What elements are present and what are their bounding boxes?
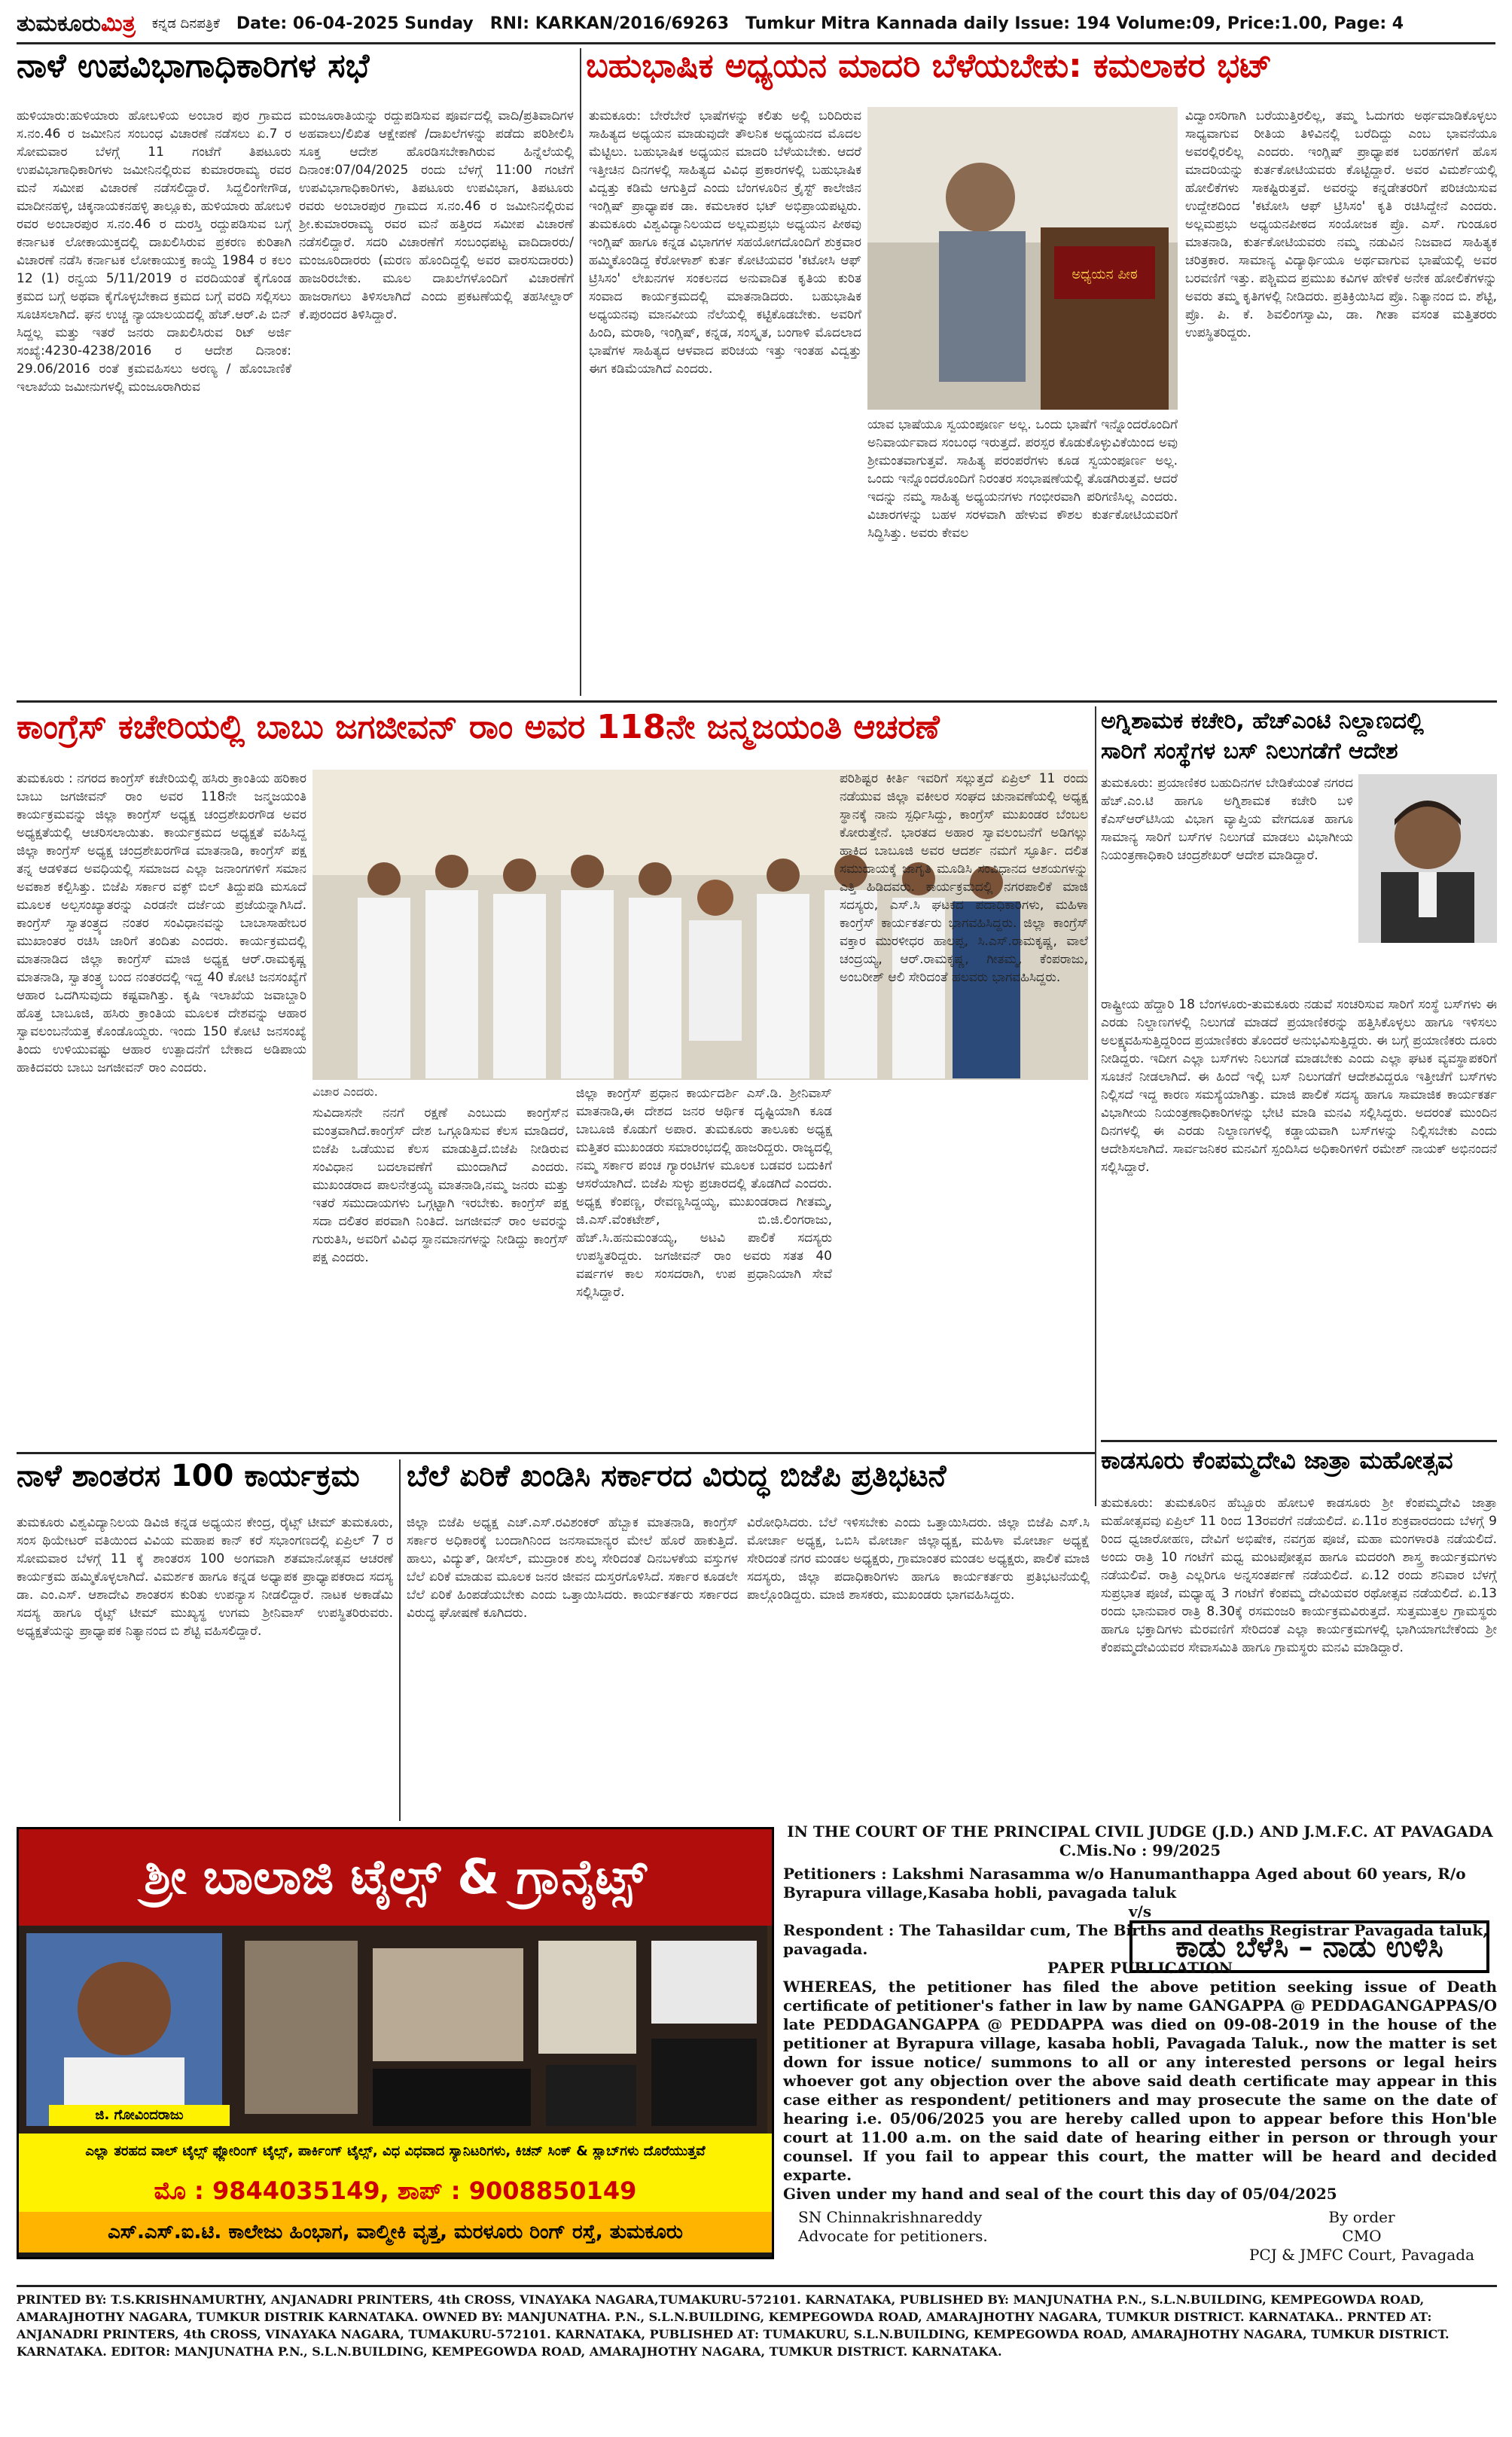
ad-visual (19, 1926, 772, 2134)
issue-date: Date: 06-04-2025 Sunday (236, 14, 474, 33)
ad-phone-numbers: ಮೊ : 9844035149, ಶಾಪ್ : 9008850149 (19, 2170, 772, 2212)
headline-meeting: ನಾಳೆ ಉಪವಿಭಾಗಾಧಿಕಾರಿಗಳ ಸಭೆ (17, 47, 370, 85)
story2-column-2: ಯಾವ ಭಾಷೆಯೂ ಸ್ವಯಂಪೂರ್ಣ ಅಲ್ಲ. ಒಂದು ಭಾಷೆಗೆ ಇನ್ನೊಂದರೊಂದಿಗೆ ಅನಿವಾರ್ಯವಾದ ಸಂಬಂಧ ಇರುತ್ತದೆ. ಪರಸ್ಪರ ಕೊಡುಕೊಳ್ಳುವಿಕೆಯಿಂದ ಅವು ಶ್ರೀಮಂತವಾಗುತ್ತವೆ. ಸಾಹಿತ್ಯ ಪರಂಪರೆಗಳು ಕೂಡ ಸ್ವಯಂಪೂರ್ಣ ಅಲ್ಲ. ಒಂದು ಇನ್ನೊಂದರೊಂದಿಗೆ ನಿರಂತರ ಸಂಭಾಷಣೆಯಲ್ಲಿ ತೊಡಗಿರುತ್ತವೆ. ಆದರೆ ಇದನ್ನು ನಮ್ಮ ಸಾಹಿತ್ಯ ಅಧ್ಯಯನಗಳು ಗಂಭೀರವಾಗಿ ಪರಿಗಣಿಸಿಲ್ಲ ಎಂದರು. ವಿಚಾರಗಳನ್ನು ಬಹಳ ಸರಳವಾಗಿ ಹೇಳುವ ಕೌಶಲ ಕುರ್ತಕೋಟಿಯವರಿಗೆ ಸಿದ್ಧಿಸಿತ್ತು. ಅವರು ಕೇವಲ (867, 417, 1178, 541)
footer-divider (17, 2285, 1497, 2287)
story5-body: ತುಮಕೂರು: ತುಮಕೂರಿನ ಹೆಬ್ಬೂರು ಹೋಬಳಿ ಕಾಡಸೂರು ಶ್ರೀ ಕೆಂಪಮ್ಮದೇವಿ ಜಾತ್ರಾ ಮಹೋತ್ಸವವು ಏಪ್ರಿಲ್ 11 ರಿಂದ 13ರವರೆಗೆ ನಡೆಯಲಿದೆ. ಏ.11ರ ಶುಕ್ರವಾರದಂದು ಬೆಳಗ್ಗೆ 9 ರಿಂದ ಧ್ವಜಾರೋಹಣ, ದೇವಿಗೆ ಅಭಿಷೇಕ, ನವಗ್ರಹ ಪೂಜೆ, ಮಹಾ ಮಂಗಳಾರತಿ ನಡೆಯಲಿದೆ. ಅಂದು ರಾತ್ರಿ 10 ಗಂಟೆಗೆ ಮಧ್ವ ಮಂಟಪೋತ್ಸವ ಹಾಗೂ ಮದರಂಗಿ ಶಾಸ್ತ್ರ ಕಾರ್ಯಕ್ರಮಗಳು ನಡೆಯಲಿವೆ. ರಾತ್ರಿ ಎಲ್ಲರಿಗೂ ಅನ್ನಸಂತರ್ಪಣೆ ನಡೆಯಲಿದೆ. ಏ.12 ರಂದು ಶನಿವಾರ ಬೆಳಗ್ಗೆ ಸುಪ್ರಭಾತ ಪೂಜೆ, ಮಧ್ಯಾಹ್ನ 3 ಗಂಟೆಗೆ ಕೆಂಪಮ್ಮ ದೇವಿಯವರ ರಥೋತ್ಸವ ನಡೆಯಲಿದೆ. ಏ.13 ರಂದು ಭಾನುವಾರ ರಾತ್ರಿ 8.30ಕ್ಕೆ ರಸಮಂಜರಿ ಕಾರ್ಯಕ್ರಮವಿರುತ್ತದೆ. ಸುತ್ತಮುತ್ತಲ ಗ್ರಾಮಸ್ಥರು ಹಾಗೂ ಭಕ್ತಾದಿಗಳು ಮೆರವಣಿಗೆ ಸೇರಿದಂತೆ ಎಲ್ಲಾ ಕಾರ್ಯಕ್ರಮಗಳಲ್ಲಿ ಭಾಗಿಯಾಗಬೇಕೆಂದು ಶ್ರೀ ಕೆಂಪಮ್ಮದೇವಿಯವರ ಸೇವಾಸಮಿತಿ ಹಾಗೂ ಗ್ರಾಮಸ್ಥರು ಮನವಿ ಮಾಡಿದ್ದಾರೆ. (1101, 1496, 1497, 1655)
order-line: By order (1328, 2208, 1395, 2226)
court-notice (783, 1822, 1497, 2274)
official-portrait (1358, 774, 1497, 943)
notice-given: Given under my hand and seal of the court this day of 05/04/2025 (783, 2185, 1337, 2203)
paper-tagline: ಕನ್ನಡ ದಿನಪತ್ರಿಕೆ (151, 15, 220, 32)
speaker-photo (867, 107, 1178, 410)
petitioners: Petitioners : Lakshmi Narasamma w/o Hanumanthappa Aged about 60 years, R/o Byrapura village,Kasaba hobli, pavagada taluk (783, 1865, 1466, 1902)
section-divider (17, 1452, 1095, 1454)
section-divider (17, 700, 1497, 703)
column-divider (399, 1459, 401, 1821)
masthead (17, 5, 1495, 44)
story6-body: ತುಮಕೂರು ವಿಶ್ವವಿದ್ಯಾನಿಲಯ ಡಿವಿಜಿ ಕನ್ನಡ ಅಧ್ಯಯನ ಕೇಂದ್ರ, ರೈಟ್ಸ್ ಟೀಮ್ ತುಮಕೂರು, ಸಂಸ ಥಿಯೇಟರ್ ವತಿಯಿಂದ ವಿವಿಯ ಮಹಾಪ ಕಾನ್ ಕರೆ ಸಭಾಂಗಣದಲ್ಲಿ ಏಪ್ರಿಲ್ 7 ರ ಸೋಮವಾರ ಬೆಳಗ್ಗೆ 11 ಕ್ಕೆ ಶಾಂತರಸ 100 ಅಂಗವಾಗಿ ಶತಮಾನೋತ್ಸವ ಆಚರಣೆ ಕಾರ್ಯಕ್ರಮ ಹಮ್ಮಿಕೊಳ್ಳಲಾಗಿದೆ. ವಿಮರ್ಶಕ ಹಾಗೂ ಕನ್ನಡ ಅಧ್ಯಾಪಕ ಪ್ರಾಧ್ಯಾಪಕರಾದ ಸದಸ್ಯ ಡಾ. ಎಂ.ಎಸ್. ಆಶಾದೇವಿ ಶಾಂತರಸ ಕುರಿತು ಉಪನ್ಯಾಸ ನೀಡಲಿದ್ದಾರೆ. ನಾಟಕ ಅಕಾಡೆಮಿ ಸದಸ್ಯ ಹಾಗೂ ರೈಟ್ಸ್ ಟೀಮ್ ಮುಖ್ಯಸ್ಥ ಉಗಮ ಶ್ರೀನಿವಾಸ್ ಉಪಸ್ಥಿತರಿರುವರು. ಅಧ್ಯಕ್ಷತೆಯನ್ನು ಪ್ರಾಧ್ಯಾಪಕ ನಿತ್ಯಾನಂದ ಬಿ ಶೆಟ್ಟಿ ವಹಿಸಲಿದ್ದಾರೆ. (17, 1515, 393, 1639)
rni-number: RNI: KARKAN/2016/69263 (489, 14, 730, 33)
story3-column-4: ಪರಿಶಿಷ್ಟರ ಕೀರ್ತಿ ಇವರಿಗೆ ಸಲ್ಲುತ್ತದೆ ಏಪ್ರಿಲ್ 11 ರಂದು ನಡೆಯುವ ಜಿಲ್ಲಾ ವಕೀಲರ ಸಂಘದ ಚುನಾವಣೆಯಲ್ಲಿ ಅಧ್ಯಕ್ಷ ಸ್ಥಾನಕ್ಕೆ ನಾನು ಸ್ಪರ್ಧಿಸಿದ್ದು, ಕಾಂಗ್ರೆಸ್ ಮುಖಂಡರ ಬೆಂಬಲ ಕೋರುತ್ತೇನೆ. ಭಾರತದ ಅಹಾರ ಸ್ವಾವಲಂಬನೆಗೆ ಅಡಿಗಲ್ಲು ಹಾಕಿದ ಬಾಬೂಜಿ ಅವರ ಆದರ್ಶ ನಮಗೆ ಸ್ಫೂರ್ತಿ. ದಲಿತ ಸಮುದಾಯಕ್ಕೆ ಜಾಗೃತಿ ಮೂಡಿಸಿ ಸಂವಿಧಾನದ ಆಶಯಗಳನ್ನು ಎತ್ತಿ ಹಿಡಿದವರು. ಕಾರ್ಯಕ್ರಮದಲ್ಲಿ ನಗರಪಾಲಿಕೆ ಮಾಜಿ ಸದಸ್ಯರು, ಎಸ್.ಸಿ ಘಟಕದ ಪದಾಧಿಕಾರಿಗಳು, ಮಹಿಳಾ ಕಾಂಗ್ರೆಸ್ ಕಾರ್ಯಕರ್ತರು ಭಾಗವಹಿಸಿದ್ದರು. ಜಿಲ್ಲಾ ಕಾಂಗ್ರೆಸ್ ವಕ್ತಾರ ಮುರಳೀಧರ ಹಾಲಪ್ಪ, ಸಿ.ಎಸ್.ರಾಮಕೃಷ್ಣ, ವಾಲೆ ಚಂದ್ರಯ್ಯ, ಆರ್.ರಾಮಕೃಷ್ಣ, ಗೀತಮ್ಮ, ಕೆಂಪರಾಜು, ಅಂಬರೀಶ್ ಆಲಿ ಸೇರಿದಂತೆ ಹಲವರು ಭಾಗವಹಿಸಿದ್ದರು. (840, 771, 1088, 985)
order-court: PCJ & JMFC Court, Pavagada (1248, 2246, 1474, 2264)
story1-column-1: ಹುಳಿಯಾರು:ಹುಳಿಯಾರು ಹೋಬಳಿಯ ಅಂಬಾರ ಪುರ ಗ್ರಾಮದ ಸ.ನಂ.46 ರ ಜಮೀನಿನ ಸಂಬಂಧ ವಿಚಾರಣೆ ನಡೆಸಲು ಏ.7 ರ ಸೋಮವಾರ ಬೆಳಗ್ಗೆ 11 ಗಂಟೆಗೆ ತಿಪಟೂರು ಉಪವಿಭಾಗಾಧಿಕಾರಿಗಳು ಜಮೀನಿನಲ್ಲಿರುವ ಕುಮಾರರಾಮ್ಯ ರವರ ಮನೆ ಸಮೀಪ ವಿಚಾರಣೆ ನಡೆಸಲಿದ್ದಾರೆ. ಸಿದ್ದಲಿಂಗೇಗೌಡ, ಮಾದೀನಹಳ್ಳಿ, ಚಿಕ್ಕನಾಯಕನಹಳ್ಳಿ ತಾಲ್ಲೂಕು, ಹುಳಿಯಾರು ಹೋಬಳಿ ರವರ ಅಂಬಾರಪುರ ಸ.ನಂ.46 ರ ದುರಸ್ತಿ ರದ್ದುಪಡಿಸುವ ಬಗ್ಗೆ ಕರ್ನಾಟಕ ಲೋಕಾಯುಕ್ತದಲ್ಲಿ ದಾಖಲಿಸಿರುವ ಪ್ರಕರಣ ಕುರಿತಾಗಿ ವಿಚಾರಣೆ ನಡೆಸಿ ಕರ್ನಾಟಕ ಲೋಕಾಯುಕ್ತ ಕಾಯ್ದೆ 1984 ರ ಕಲಂ 12 (1) ರನ್ವಯ 5/11/2019 ರ ವರದಿಯಂತೆ ಕೈಗೊಂಡ ಕ್ರಮದ ಬಗ್ಗೆ ಅಥವಾ ಕೈಗೊಳ್ಳಬೇಕಾದ ಕ್ರಮದ ಬಗ್ಗೆ ವರದಿ ಸಲ್ಲಿಸಲು ಸೂಚಿಸಲಾಗಿದೆ. ಘನ ಉಚ್ಚ ನ್ಯಾಯಾಲಯದಲ್ಲಿ ಹೆಚ್.ಆರ್.ಪಿ ಬಿನ್ ಸಿದ್ದಲ್ಲ ಮತ್ತು ಇತರೆ ಜನರು ದಾಖಲಿಸಿರುವ ರಿಟ್ ಅರ್ಜಿ ಸಂಖ್ಯೆ:4230-4238/2016 ರ ಆದೇಶ ದಿನಾಂಕ: 29.06/2016 ರಂತೆ ಕ್ರಮವಹಿಸಲು ಅರಣ್ಯ / ಹೊಂಬಾಣಿಕೆ ಇಲಾಖೆಯ ಜಮೀನುಗಳಲ್ಲಿ ಮಂಜೂರಾಗಿರುವ (17, 108, 291, 395)
headline-temple-fair: ಕಾಡಸೂರು ಕೆಂಪಮ್ಮದೇವಿ ಜಾತ್ರಾ ಮಹೋತ್ಸವ (1101, 1446, 1453, 1475)
story4-body: ರಾಷ್ಟ್ರೀಯ ಹೆದ್ದಾರಿ 18 ಬೆಂಗಳೂರು-ತುಮಕೂರು ನಡುವೆ ಸಂಚರಿಸುವ ಸಾರಿಗೆ ಸಂಸ್ಥೆ ಬಸ್‌ಗಳು ಈ ಎರಡು ನಿಲ್ದಾಣಗಳಲ್ಲಿ ನಿಲುಗಡೆ ಮಾಡದೆ ಪ್ರಯಾಣಿಕರನ್ನು ಹತ್ತಿಸಿಕೊಳ್ಳಲು ಹಾಗೂ ಇಳಿಸಲು ಅಲಕ್ಷ್ಯವಹಿಸುತ್ತಿದ್ದರಿಂದ ಪ್ರಯಾಣಿಕರು ತೊಂದರೆ ಅನುಭವಿಸುತ್ತಿದ್ದರು. ಈ ಬಗ್ಗೆ ಪ್ರಯಾಣಿಕರು ದೂರು ನೀಡಿದ್ದರು. ಇದೀಗ ಎಲ್ಲಾ ಬಸ್‌ಗಳು ನಿಲುಗಡೆ ಮಾಡಬೇಕು ಎಂದು ಎಲ್ಲಾ ಘಟಕ ವ್ಯವಸ್ಥಾಪಕರಿಗೆ ಸೂಚನೆ ನೀಡಲಾಗಿದೆ. ಈ ಹಿಂದೆ ಇಲ್ಲಿ ಬಸ್ ನಿಲುಗಡೆಗೆ ಆದೇಶವಿದ್ದರೂ ಇತ್ತೀಚೆಗೆ ಬಸ್‌ಗಳು ನಿಲ್ಲಿಸದೆ ಇದ್ದ ಕಾರಣ ಸಮಸ್ಯೆಯಾಗಿತ್ತು. ಮಾಜಿ ಪಾಲಿಕೆ ಸದಸ್ಯ ಹಾಗೂ ಸಾಮಾಜಿಕ ಕಾರ್ಯಕರ್ತ ವಿಭಾಗೀಯ ನಿಯಂತ್ರಣಾಧಿಕಾರಿಗಳನ್ನು ಭೇಟಿ ಮಾಡಿ ಮನವಿ ಸಲ್ಲಿಸಿದ್ದರು. ಅದರಂತೆ ಮುಂದಿನ ದಿನಗಳಲ್ಲಿ ಈ ಎರಡು ನಿಲ್ದಾಣಗಳಲ್ಲಿ ಕಡ್ಡಾಯವಾಗಿ ಬಸ್‌ಗಳನ್ನು ನಿಲ್ಲಿಸಬೇಕು ಎಂದು ಆದೇಶಿಸಲಾಗಿದೆ. ಸಾರ್ವಜನಿಕರ ಮನವಿಗೆ ಸ್ಪಂದಿಸಿದ ಅಧಿಕಾರಿಗಳಿಗೆ ರಮೇಶ್ ನಾಯಕ್ ಅಭಿನಂದನೆ ಸಲ್ಲಿಸಿದ್ದಾರೆ. (1101, 997, 1497, 1175)
headline-multilingual-study: ಬಹುಭಾಷಿಕ ಅಧ್ಯಯನ ಮಾದರಿ ಬೆಳೆಯಬೇಕು: ಕಮಲಾಕರ ಭಟ್ (586, 47, 1273, 85)
paper-logo: ತುಮಕೂರುಮಿತ್ರ (17, 10, 136, 37)
tiles-advertisement (17, 1827, 774, 2259)
case-number: C.Mis.No : 99/2025 (1059, 1841, 1221, 1859)
ad-products-line: ಎಲ್ಲಾ ತರಹದ ವಾಲ್ ಟೈಲ್ಸ್ ಫ್ಲೋರಿಂಗ್ ಟೈಲ್ಸ್, ಪಾರ್ಕಿಂಗ್ ಟೈಲ್ಸ್, ವಿಧ ವಿಧವಾದ ಸ್ಯಾನಿಟರಿಗಳು, ಕಿಚನ್ ಸಿಂಕ್ & ಸ್ಲಾಬ್‌ಗಳು ದೊರೆಯುತ್ತವೆ (19, 2134, 772, 2170)
column-divider (1095, 706, 1096, 1506)
headline-bus-stop-order: ಅಗ್ನಿಶಾಮಕ ಕಚೇರಿ, ಹೆಚ್‌ಎಂಟಿ ನಿಲ್ದಾಣದಲ್ಲಿ ಸಾರಿಗೆ ಸಂಸ್ಥೆಗಳ ಬಸ್ ನಿಲುಗಡೆಗೆ ಆದೇಶ (1101, 708, 1424, 764)
photo-caption: ವಿಚಾರ ಎಂದರು. (312, 1084, 378, 1099)
story3-column-2: ಸುವಿದಾಸನೇ ನನಗೆ ರಕ್ಷಣೆ ಎಂಬುದು ಕಾಂಗ್ರೆಸ್‌ನ ಮಂತ್ರವಾಗಿದೆ.ಕಾಂಗ್ರೆಸ್ ದೇಶ ಒಗ್ಗೂಡಿಸುವ ಕೆಲಸ ಮಾಡಿದರೆ, ಬಿಜೆಪಿ ಒಡೆಯುವ ಕೆಲಸ ಮಾಡುತ್ತಿದೆ.ಬಿಜೆಪಿ ನೀಡಿರುವ ಸಂವಿಧಾನ ಬದಲಾವಣೆಗೆ ಮುಂದಾಗಿದೆ ಎಂದರು. ಮುಖಂಡರಾದ ಪಾಲನೇತ್ರಯ್ಯ ಮಾತನಾಡಿ,ನಮ್ಮ ಜನರು ಮತ್ತು ಇತರೆ ಸಮುದಾಯಗಳು ಒಗ್ಗಟ್ಟಾಗಿ ಇರಬೇಕು. ಕಾಂಗ್ರೆಸ್ ಪಕ್ಷ ಸದಾ ದಲಿತರ ಪರವಾಗಿ ನಿಂತಿದೆ. ಜಗಜೀವನ್ ರಾಂ ಅವರನ್ನು ಗುರುತಿಸಿ, ಅವರಿಗೆ ವಿವಿಧ ಸ್ಥಾನಮಾನಗಳನ್ನು ನೀಡಿದ್ದು ಕಾಂಗ್ರೆಸ್ ಪಕ್ಷ ಎಂದರು. (312, 1106, 569, 1265)
story2-column-3: ವಿದ್ವಾಂಸರಿಗಾಗಿ ಬರೆಯುತ್ತಿರಲಿಲ್ಲ, ತಮ್ಮ ಓದುಗರು ಅರ್ಥಮಾಡಿಕೊಳ್ಳಲು ಸಾಧ್ಯವಾಗುವ ರೀತಿಯ ತಿಳಿವಿನಲ್ಲಿ ಬರೆದಿದ್ದು ಎಂಬ ಭಾವನೆಯೂ ಅವರಲ್ಲಿರಲಿಲ್ಲ ಎಂದರು. ಇಂಗ್ಲಿಷ್ ಪ್ರಾಧ್ಯಾಪಕ ಬರಹಗಳಿಗೆ ಹೊಸ ಮಾದರಿಯನ್ನು ಕುರ್ತಕೋಟಿಯವರು ಕೊಟ್ಟಿದ್ದಾರೆ. ಅವರ ವಿಮರ್ಶೆಯಲ್ಲಿ ಹೋಲಿಕೆಗಳು ಸಾಕಷ್ಟಿರುತ್ತವೆ. ಅವರನ್ನು ಕನ್ನಡೇತರರಿಗೆ ಪರಿಚಯಿಸುವ ಉದ್ದೇಶದಿಂದ 'ಕಟೋಸಿ ಆಫ್ ಟ್ರಿಸಿಸಂ' ಕೃತಿ ರಚಿಸಿದ್ದೇನೆ ಎಂದರು. ಅಲ್ಲಮಪ್ರಭು ಅಧ್ಯಯನಪೀಠದ ಸಂಯೋಜಕ ಪ್ರೊ. ಎಸ್. ಗುಂಡೂರ ಮಾತನಾಡಿ, ಕುರ್ತಕೋಟಿಯವರು ನಮ್ಮ ನಡುವಿನ ನಿಜವಾದ ಸಾಹಿತ್ಯಕ ಚರಿತ್ರಕಾರ. ಸಾಮಾನ್ಯ ವಿದ್ಯಾರ್ಥಿಯೂ ಅರ್ಥವಾಗುವ ಭಾಷೆಯಲ್ಲಿ ಅವರ ಬರವಣಿಗೆ ಇತ್ತು. ಪಶ್ಚಿಮದ ಪ್ರಮುಖ ಕವಿಗಳ ಹೇಳಿಕೆ ಅನೇಕ ಹೋಲಿಕೆಗಳನ್ನು ಅವರು ತಮ್ಮ ಕೃತಿಗಳಲ್ಲಿ ನೀಡಿದರು. ಪ್ರತಿಕ್ರಿಯಿಸಿದ ಪ್ರೊ. ನಿತ್ಯಾನಂದ ಬಿ. ಶೆಟ್ಟಿ, ಪ್ರೊ. ಪಿ. ಕೆ. ಶಿವಲಿಂಗಸ್ವಾಮಿ, ಡಾ. ಗೀತಾ ವಸಂತ ಮತ್ತಿತರರು ಉಪಸ್ಥಿತರಿದ್ದರು. (1185, 108, 1497, 340)
issue-info: Tumkur Mitra Kannada daily Issue: 194 Volume:09, Price:1.00, Page: 4 (745, 14, 1404, 33)
advocate-role: Advocate for petitioners. (798, 2227, 988, 2245)
ad-address: ಎಸ್.ಎಸ್.ಐ.ಟಿ. ಕಾಲೇಜು ಹಿಂಭಾಗ, ವಾಲ್ಮೀಕಿ ವೃತ್ತ, ಮರಳೂರು ರಿಂಗ್ ರಸ್ತೆ, ತುಮಕೂರು (19, 2212, 772, 2252)
respondent: Respondent : The Tahasildar cum, The Births and deaths Registrar Pavagada taluk, pavagada. (783, 1921, 1489, 1958)
story7-column-1: ಜಿಲ್ಲಾ ಬಿಜೆಪಿ ಅಧ್ಯಕ್ಷ ಎಚ್.ಎಸ್.ರವಿಶಂಕರ್ ಹೆಬ್ಬಾಕ ಮಾತನಾಡಿ, ಕಾಂಗ್ರೆಸ್ ಸರ್ಕಾರ ಅಧಿಕಾರಕ್ಕೆ ಬಂದಾಗಿನಿಂದ ಜನಸಾಮಾನ್ಯರ ಮೇಲೆ ಹೊರೆ ಹಾಕುತ್ತಿದೆ. ಹಾಲು, ವಿದ್ಯುತ್, ಡೀಸೆಲ್, ಮುದ್ರಾಂಕ ಶುಲ್ಕ ಸೇರಿದಂತೆ ದಿನಬಳಕೆಯ ವಸ್ತುಗಳ ಬೆಲೆ ಏರಿಕೆ ಮಾಡುವ ಮೂಲಕ ಜನರ ಜೀವನ ದುಸ್ತರಗೊಳಿಸಿದೆ. ಸರ್ಕಾರ ಕೂಡಲೇ ಬೆಲೆ ಏರಿಕೆ ಹಿಂಪಡೆಯಬೇಕು ಎಂದು ಒತ್ತಾಯಿಸಿದರು. ಕಾರ್ಯಕರ್ತರು ಸರ್ಕಾರದ ವಿರುದ್ಧ ಘೋಷಣೆ ಕೂಗಿದರು. (407, 1515, 738, 1621)
advocate-name: SN Chinnakrishnareddy (798, 2208, 983, 2226)
imprint-footer: PRINTED BY: T.S.KRISHNAMURTHY, ANJANADRI PRINTERS, 4th CROSS, VINAYAKA NAGARA,TUMAKURU-572101. KARNATAKA, PUBLISHED BY: MANJUNATHA P.N., S.L.N.BUILDING, KEMPEGOWDA ROAD, AMARAJHOTHY NAGARA, TUMKUR DISTRIK KARNATAKA. OWNED BY: MANJUNATHA. P.N., S.L.N.BUILDING, KEMPEGOWDA ROAD, AMARAJHOTHY NAGARA, TUMKUR DISTRICT. KARNATAKA.. PRNTED AT: ANJANADRI PRINTERS, 4th CROSS, VINAYAKA NAGARA, TUMAKURU-572101. KARNATAKA, PUBLISHED AT: TUMAKURU, S.L.N.BUILDING, KEMPEGOWDA ROAD, AMARAJHOTHY NAGARA, TUMKUR DISTRICT. KARNATAKA. EDITOR: MANJUNATHA P.N., S.L.N.BUILDING, KEMPEGOWDA ROAD, AMARAJHOTHY NAGARA, TUMKUR DISTRICT. KARNATAKA. (17, 2292, 1450, 2359)
headline-bjp-protest: ಬೆಲೆ ಏರಿಕೆ ಖಂಡಿಸಿ ಸರ್ಕಾರದ ವಿರುದ್ಧ ಬಿಜೆಪಿ ಪ್ರತಿಭಟನೆ (407, 1459, 947, 1493)
story4-intro: ತುಮಕೂರು: ಪ್ರಯಾಣಿಕರ ಬಹುದಿನಗಳ ಬೇಡಿಕೆಯಂತೆ ನಗರದ ಹೆಚ್.ಎಂ.ಟಿ ಹಾಗೂ ಅಗ್ನಿಶಾಮಕ ಕಚೇರಿ ಬಳಿ ಕೆಎಸ್‌ಆರ್‌ಟಿಸಿಯ ವಿಭಾಗ ವ್ಯಾಪ್ತಿಯ ವೇಗದೂತ ಹಾಗೂ ಸಾಮಾನ್ಯ ಸಾರಿಗೆ ಬಸ್‌ಗಳ ನಿಲುಗಡೆ ಮಾಡಲು ವಿಭಾಗೀಯ ನಿಯಂತ್ರಣಾಧಿಕಾರಿ ಚಂದ್ರಶೇಖರ್ ಆದೇಶ ಮಾಡಿದ್ದಾರೆ. (1101, 776, 1353, 863)
headline-congress-event: ಕಾಂಗ್ರೆಸ್ ಕಚೇರಿಯಲ್ಲಿ ಬಾಬು ಜಗಜೀವನ್ ರಾಂ ಅವರ 118ನೇ ಜನ್ಮಜಯಂತಿ ಆಚರಣೆ (17, 708, 940, 746)
story3-column-3: ಜಿಲ್ಲಾ ಕಾಂಗ್ರೆಸ್ ಪ್ರಧಾನ ಕಾರ್ಯದರ್ಶಿ ಎಸ್.ಡಿ. ಶ್ರೀನಿವಾಸ್ ಮಾತನಾಡಿ,ಈ ದೇಶದ ಜನರ ಆರ್ಥಿಕ ದೃಷ್ಟಿಯಾಗಿ ಕೂಡ ಬಾಬೂಜಿ ಕೊಡುಗೆ ಅಪಾರ. ತುಮಕೂರು ತಾಲೂಕು ಅಧ್ಯಕ್ಷ ಮತ್ತಿತರ ಮುಖಂಡರು ಸಮಾರಂಭದಲ್ಲಿ ಹಾಜರಿದ್ದರು. ರಾಜ್ಯದಲ್ಲಿ ನಮ್ಮ ಸರ್ಕಾರ ಪಂಚ ಗ್ಯಾರಂಟಿಗಳ ಮೂಲಕ ಬಡವರ ಬದುಕಿಗೆ ಆಸರೆಯಾಗಿದೆ. ಬಿಜೆಪಿ ಸುಳ್ಳು ಪ್ರಚಾರದಲ್ಲಿ ತೊಡಗಿದೆ ಎಂದರು. ಅಧ್ಯಕ್ಷ ಕೆಂಪಣ್ಣ, ರೇವಣ್ಣಸಿದ್ದಯ್ಯ, ಮುಖಂಡರಾದ ಗೀತಮ್ಮ, ಜಿ.ಎಸ್.ವೆಂಕಟೇಶ್, ಬಿ.ಜಿ.ಲಿಂಗರಾಜು, ಹೆಚ್.ಸಿ.ಹನುಮಂತಯ್ಯ, ಅಟವಿ ಪಾಲಿಕೆ ಸದಸ್ಯರು ಉಪಸ್ಥಿತರಿದ್ದರು. ಜಗಜೀವನ್ ರಾಂ ಅವರು ಸತತ 40 ವರ್ಷಗಳ ಕಾಲ ಸಂಸದರಾಗಿ, ಉಪ ಪ್ರಧಾನಿಯಾಗಿ ಸೇವೆ ಸಲ್ಲಿಸಿದ್ದಾರೆ. (576, 1086, 832, 1300)
story3-column-1: ತುಮಕೂರು : ನಗರದ ಕಾಂಗ್ರೆಸ್ ಕಚೇರಿಯಲ್ಲಿ ಹಸಿರು ಕ್ರಾಂತಿಯ ಹರಿಕಾರ ಬಾಬು ಜಗಜೀವನ್ ರಾಂ ಅವರ 118ನೇ ಜನ್ಮಜಯಂತಿ ಕಾರ್ಯಕ್ರಮವನ್ನು ಜಿಲ್ಲಾ ಕಾಂಗ್ರೆಸ್ ಅಧ್ಯಕ್ಷ ಚಂದ್ರಶೇಖರಗೌಡ ಅವರ ಅಧ್ಯಕ್ಷತೆಯಲ್ಲಿ ಆಚರಿಸಲಾಯಿತು. ಕಾರ್ಯಕ್ರಮದ ಅಧ್ಯಕ್ಷತೆ ವಹಿಸಿದ್ದ ಜಿಲ್ಲಾ ಕಾಂಗ್ರೆಸ್ ಅಧ್ಯಕ್ಷ ಚಂದ್ರಶೇಖರಗೌಡ ಮಾತನಾಡಿ, ಕಾಂಗ್ರೆಸ್ ಪಕ್ಷ ತನ್ನ ಆಡಳಿತದ ಅವಧಿಯಲ್ಲಿ ಸಮಾಜದ ಎಲ್ಲಾ ಜನಾಂಗಗಳಿಗೆ ಸಮಾನ ಅವಕಾಶ ಕಲ್ಪಿಸಿತ್ತು. ಬಿಜೆಪಿ ಸರ್ಕಾರ ವಕ್ಫ್ ಬಿಲ್ ತಿದ್ದುಪಡಿ ಮಸೂದೆ ಮೂಲಕ ಅಲ್ಪಸಂಖ್ಯಾತರನ್ನು ಎರಡನೇ ದರ್ಜೆಯ ಪ್ರಜೆಯನ್ನಾಗಿಸಿದೆ. ಕಾಂಗ್ರೆಸ್ ಸ್ವಾತಂತ್ರ್ಯದ ನಂತರ ಸಂವಿಧಾನವನ್ನು ಬಾಬಾಸಾಹೇಬರ ಮುಖಾಂತರ ರಚಿಸಿ ಜಾರಿಗೆ ತಂದಿತು ಎಂದರು. ಕಾರ್ಯಕ್ರಮದಲ್ಲಿ ಮಾತನಾಡಿದ ಜಿಲ್ಲಾ ಕಾಂಗ್ರೆಸ್ ಮಾಜಿ ಅಧ್ಯಕ್ಷ ಆರ್.ರಾಮಕೃಷ್ಣ ಮಾತನಾಡಿ, ಸ್ವಾತಂತ್ರ್ಯ ಬಂದ ನಂತರದಲ್ಲಿ ಇದ್ದ 40 ಕೋಟಿ ಜನಸಂಖ್ಯೆಗೆ ಆಹಾರ ಒದಗಿಸುವುದು ಕಷ್ಟವಾಗಿತ್ತು. ಕೃಷಿ ಇಲಾಖೆಯ ಜವಾಬ್ದಾರಿ ಹೊತ್ತ ಬಾಬೂಜಿ, ಹಸಿರು ಕ್ರಾಂತಿಯ ಮೂಲಕ ದೇಶವನ್ನು ಆಹಾರ ಸ್ವಾವಲಂಬನೆಯತ್ತ ಕೊಂಡೊಯ್ದರು. ಇಂದು 150 ಕೋಟಿ ಜನಸಂಖ್ಯೆ ತಿಂದು ಉಳಿಯುವಷ್ಟು ಆಹಾರ ಉತ್ಪಾದನೆಗೆ ಬೇಕಾದ ಅಡಿಪಾಯ ಹಾಕಿದವರು ಬಾಬು ಜಗಜೀವನ್ ರಾಂ ಎಂದರು. (17, 771, 306, 1075)
order-officer: CMO (1342, 2227, 1382, 2245)
ad-title: ಶ್ರೀ ಬಾಲಾಜಿ ಟೈಲ್ಸ್ & ಗ್ರಾನೈಟ್ಸ್ (19, 1829, 772, 1926)
court-name: IN THE COURT OF THE PRINCIPAL CIVIL JUDGE (J.D.) AND J.M.F.C. AT PAVAGADA (787, 1822, 1493, 1841)
story1-column-2: ಮಂಜೂರಾತಿಯನ್ನು ರದ್ದುಪಡಿಸುವ ಪೂರ್ವದಲ್ಲಿ ವಾದಿ/ಪ್ರತಿವಾದಿಗಳ ಅಹವಾಲು/ಲಿಖಿತ ಆಕ್ಷೇಪಣೆ /ದಾಖಲೆಗಳನ್ನು ಪಡೆದು ಪರಿಶೀಲಿಸಿ ಸೂಕ್ತ ಆದೇಶ ಹೊರಡಿಸಬೇಕಾಗಿರುವ ಹಿನ್ನೆಲೆಯಲ್ಲಿ ದಿನಾಂಕ:07/04/2025 ರಂದು ಬೆಳಗ್ಗೆ 11:00 ಗಂಟೆಗೆ ಉಪವಿಭಾಗಾಧಿಕಾರಿಗಳು, ತಿಪಟೂರು ಉಪವಿಭಾಗ, ತಿಪಟೂರು ರವರು ಅಂಬಾರಪುರ ಗ್ರಾಮದ ಸ.ನಂ.46 ರ ಜಮೀನಿನಲ್ಲಿರುವ ಶ್ರೀ.ಕುಮಾರರಾಮ್ಯ ರವರ ಮನೆ ಹತ್ತಿರದ ಸಮೀಪ ವಿಚಾರಣೆ ನಡೆಸಲಿದ್ದಾರೆ. ಸದರಿ ವಿಚಾರಣೆಗೆ ಸಂಬಂಧಪಟ್ಟ ವಾದಿದಾರರು/ಮಂಜೂರಿದಾರರು (ಮರಣ ಹೊಂದಿದ್ದಲ್ಲಿ ಅವರ ವಾರಸುದಾರರು) ಹಾಜರಿರಬೇಕು. ಮೂಲ ದಾಖಲೆಗಳೊಂದಿಗೆ ವಿಚಾರಣೆಗೆ ಹಾಜರಾಗಲು ತಿಳಿಸಲಾಗಿದೆ ಎಂದು ಪ್ರಕಟಣೆಯಲ್ಲಿ ತಹಸೀಲ್ದಾರ್ ಕೆ.ಪುರಂದರ ತಿಳಿಸಿದ್ದಾರೆ. (299, 108, 574, 322)
ad-owner-name: ಜಿ. ಗೋವಿಂದರಾಜು (49, 2105, 230, 2126)
story7-column-2: ವಿರೋಧಿಸಿದರು. ಬೆಲೆ ಇಳಿಸಬೇಕು ಎಂದು ಒತ್ತಾಯಿಸಿದರು. ಜಿಲ್ಲಾ ಬಿಜೆಪಿ ಎಸ್.ಸಿ ಮೋರ್ಚಾ ಅಧ್ಯಕ್ಷ, ಒಬಿಸಿ ಮೋರ್ಚಾ ಜಿಲ್ಲಾಧ್ಯಕ್ಷ, ಮಹಿಳಾ ಮೋರ್ಚಾ ಅಧ್ಯಕ್ಷೆ ಸೇರಿದಂತೆ ನಗರ ಮಂಡಲ ಅಧ್ಯಕ್ಷರು, ಗ್ರಾಮಾಂತರ ಮಂಡಲ ಅಧ್ಯಕ್ಷರು, ಪಾಲಿಕೆ ಮಾಜಿ ಸದಸ್ಯರು, ಜಿಲ್ಲಾ ಪದಾಧಿಕಾರಿಗಳು ಹಾಗೂ ಕಾರ್ಯಕರ್ತರು ಪ್ರತಿಭಟನೆಯಲ್ಲಿ ಪಾಲ್ಗೊಂಡಿದ್ದರು. ಮಾಜಿ ಶಾಸಕರು, ಮುಖಂಡರು ಭಾಗವಹಿಸಿದ್ದರು. (747, 1515, 1090, 1603)
slogan-box: ಕಾಡು ಬೆಳೆಸಿ – ನಾಡು ಉಳಿಸಿ (1129, 1920, 1489, 1973)
headline-shantarasa: ನಾಳೆ ಶಾಂತರಸ 100 ಕಾರ್ಯಕ್ರಮ (17, 1459, 360, 1493)
notice-body: WHEREAS, the petitioner has filed the above petition seeking issue of Death certificate of petitioner's father in law by name GANGAPPA @ PEDDAGANGAPPAS/O late PEDDAGANGAPPA @ PEDDAPPA was died on 09-08-2019 in the house of the petitioner at Byrapura village, kasaba hobli, Pavagada Taluk., now the matter is set down for issue notice/ summons to all or any interested persons or legal heirs whoever got any objection over the above said death certificate may appear in this case either as respondent/ petitioners and may prosecute the same on the date of hearing i.e. 05/06/2025 you are hereby called upon to appear before this Hon'ble court at 11.00 a.m. on the said date of hearing either in person or through your counsel. If you fail to appear this court, the matter will be heard and decided exparte. (783, 1978, 1497, 2184)
podium-sign-text: ಅಧ್ಯಯನ ಪೀಠ (1072, 267, 1138, 282)
paper-publication: PAPER PUBLICATION (1047, 1959, 1233, 1977)
story2-column-1: ತುಮಕೂರು: ಬೇರೆಬೇರೆ ಭಾಷೆಗಳನ್ನು ಕಲಿತು ಅಲ್ಲಿ ಬರಿದಿರುವ ಸಾಹಿತ್ಯದ ಅಧ್ಯಯನ ಮಾಡುವುದೇ ತೌಲನಿಕ ಅಧ್ಯಯನದ ಮೊದಲ ಮೆಟ್ಟಿಲು. ಬಹುಭಾಷಿಕ ಅಧ್ಯಯನ ಮಾದರಿ ಬೆಳೆಯಬೇಕು. ಆದರೆ ಇತ್ತೀಚಿನ ದಿನಗಳಲ್ಲಿ ಸಾಹಿತ್ಯದ ವಿವಿಧ ಪ್ರಕಾರಗಳಲ್ಲಿ ಬಹುಭಾಷಿಕ ವಿದ್ವತ್ತು ಕಡಿಮೆ ಆಗುತ್ತಿದೆ ಎಂದು ಬೆಂಗಳೂರಿನ ಕ್ರೈಸ್ಟ್ ಕಾಲೇಜಿನ ಇಂಗ್ಲಿಷ್ ಪ್ರಾಧ್ಯಾಪಕ ಡಾ. ಕಮಲಾಕರ ಭಟ್ ಅಭಿಪ್ರಾಯಪಟ್ಟರು. ತುಮಕೂರು ವಿಶ್ವವಿದ್ಯಾನಿಲಯದ ಅಲ್ಲಮಪ್ರಭು ಅಧ್ಯಯನ ಪೀಠವು ಇಂಗ್ಲಿಷ್ ಹಾಗೂ ಕನ್ನಡ ವಿಭಾಗಗಳ ಸಹಯೋಗದೊಂದಿಗೆ ಶುಕ್ರವಾರ ಹಮ್ಮಿಕೊಂಡಿದ್ದ ಕೆರೋಳಾಶ್ ಕುರ್ತ ಕೋಟಿಯವರ 'ಕಟೋಸಿ ಆಫ್ ಟ್ರಿಸಿಸಂ' ಲೇಖನಗಳ ಸಂಕಲನದ ಅನುವಾದಿತ ಕೃತಿಯ ಕುರಿತ ಸಂವಾದ ಕಾರ್ಯಕ್ರಮದಲ್ಲಿ ಮಾತನಾಡಿದರು. ಬಹುಭಾಷಿಕ ಅಧ್ಯಯನವು ಮಾನವೀಯ ನೆಲೆಯಲ್ಲಿ ಕಟ್ಟಿಕೊಡಬೇಕು. ಅವರಿಗೆ ಹಿಂದಿ, ಮರಾಠಿ, ಇಂಗ್ಲಿಷ್, ಕನ್ನಡ, ಸಂಸ್ಕೃತ, ಬಂಗಾಳಿ ಮೊದಲಾದ ಭಾಷೆಗಳ ಸಾಹಿತ್ಯದ ಆಳವಾದ ಪರಿಚಯ ಇತ್ತು ಇಂತಹ ವಿದ್ವತ್ತು ಈಗ ಕಡಿಮೆಯಾಗಿದೆ ಎಂದರು. (589, 108, 861, 377)
versus: v/s (1128, 1902, 1152, 1920)
section-divider (1101, 1440, 1497, 1442)
column-divider (580, 48, 581, 696)
